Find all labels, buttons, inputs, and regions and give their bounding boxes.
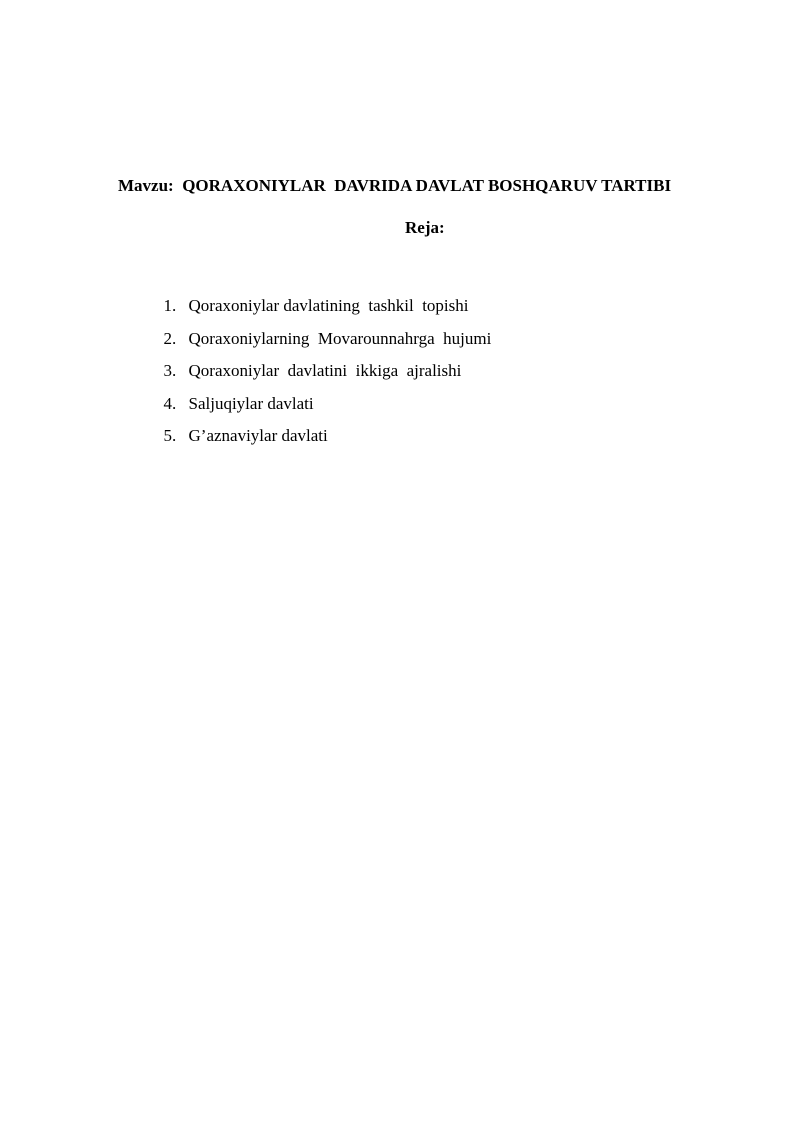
plan-item-text: Qoraxoniylar davlatini ikkiga ajralishi [188, 361, 462, 380]
plan-item-number: 5. [163, 426, 177, 445]
plan-item-number: 2. [163, 328, 177, 348]
plan-list [138, 270, 492, 445]
plan-item-number: 3. [163, 361, 177, 380]
plan-item-text: Saljuqiylar davlati [188, 393, 314, 413]
plan-item [138, 270, 491, 315]
plan-heading: Reja: [405, 218, 445, 237]
document-title: Mavzu: QORAXONIYLAR DAVRIDA DAVLAT BOSHQARUV TARTIBI [118, 176, 672, 195]
plan-item-number: 4. [163, 393, 177, 413]
plan-item-text: Qoraxoniylarning Movarounnahrga hujumi [188, 328, 492, 348]
plan-item-text: Qoraxoniylar davlatining tashkil topishi [188, 296, 469, 315]
plan-item-text: G’aznaviylar davlati [188, 426, 328, 445]
plan-item-number: 1. [163, 296, 177, 315]
